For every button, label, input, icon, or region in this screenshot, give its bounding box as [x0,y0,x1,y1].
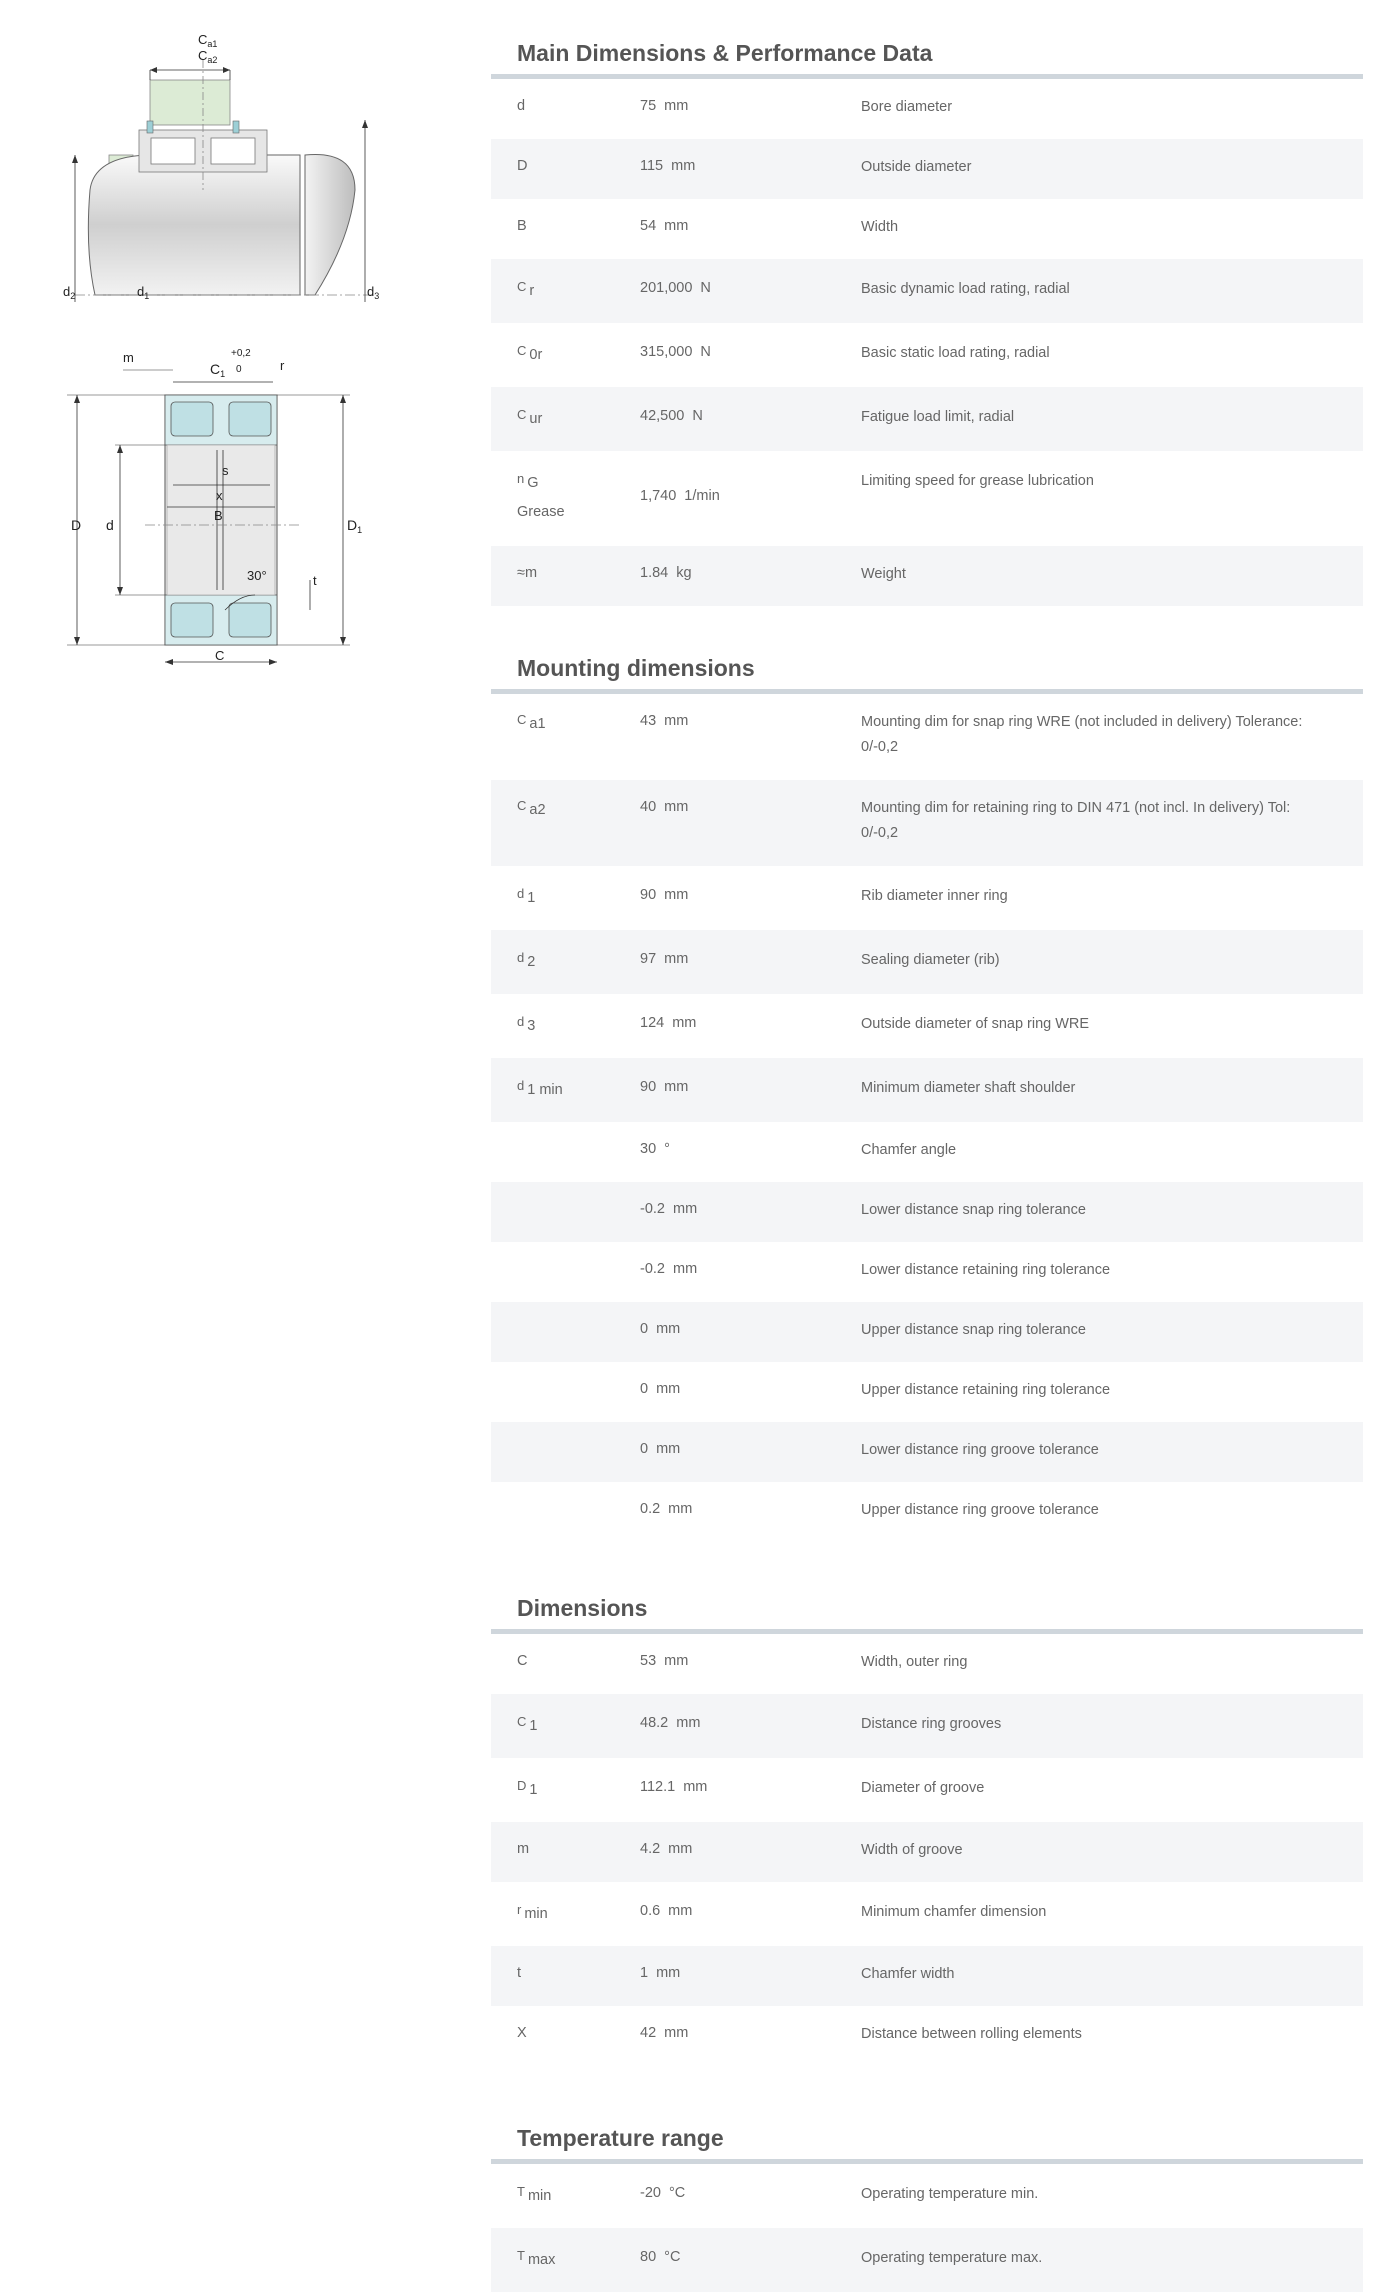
value-number: -20 [640,2185,661,2201]
spec-description: Lower distance ring groove tolerance [861,1442,1099,1458]
value-number: -0.2 [640,1201,665,1217]
symbol-subscript: 3 [527,1018,536,1034]
symbol-main: B [517,218,527,234]
value-unit: mm [656,1321,681,1337]
spec-value [640,1712,861,1735]
symbol-main: C [517,798,527,813]
section-title: Main Dimensions & Performance Data [517,40,933,66]
section-title: Dimensions [517,1595,648,1621]
spec-row [491,930,1363,994]
spec-symbol [491,95,640,118]
spec-row [491,2006,1363,2066]
spec-symbol [491,1076,640,1102]
label-s: s [222,463,229,478]
spec-row [491,1302,1363,1362]
spec-row [491,694,1363,780]
value-unit: mm [668,1903,693,1919]
symbol-subscript: r [529,283,535,299]
section-2 [491,1593,1363,2066]
spec-description: Basic static load rating, radial [861,345,1050,361]
symbol-subscript: 1 min [527,1082,563,1098]
symbol-subscript: G [527,475,539,491]
symbol-subscript: a1 [529,716,546,732]
symbol-subscript: a2 [529,802,546,818]
symbol-main: T [517,2184,525,2199]
value-unit: mm [673,1261,698,1277]
value-unit: N [692,408,703,424]
spec-symbol [491,948,640,974]
spec-description: Fatigue load limit, radial [861,409,1015,425]
label-c1-sub: 1 [220,369,226,379]
spec-row [491,1634,1363,1694]
spec-symbol [491,1900,640,1926]
value-unit: °C [668,2185,686,2201]
spec-value [640,796,861,819]
label-D1: D [347,517,358,533]
svg-text:Ca2: $C_{a2}$ [198,48,218,65]
symbol-subscript: 1 [527,890,536,906]
label-x: x [216,488,223,503]
symbol-main: C [517,712,527,727]
drawings-column [55,30,395,670]
spec-description: Operating temperature max. [861,2250,1043,2266]
d2-sub: 2 [70,291,76,301]
spec-value [640,948,861,971]
section-3 [491,2123,1363,2292]
symbol-subscript: 1 [529,1718,538,1734]
value-unit: mm [664,2025,689,2041]
spec-row [491,259,1363,323]
spec-symbol [491,2246,640,2272]
value-unit: mm [664,713,689,729]
value-number: 90 [640,887,657,903]
value-unit: N [700,344,711,360]
spec-symbol [491,2022,640,2045]
value-unit: mm [664,1079,689,1095]
spec-value [640,405,861,428]
spec-row [491,866,1363,930]
symbol-extra: Grease [517,504,565,521]
value-unit: mm [664,887,689,903]
symbol-main: C [517,343,527,358]
spec-symbol [491,1012,640,1038]
svg-text:d2: $d_2$ [63,284,76,301]
label-D: D [71,517,82,533]
symbol-subscript: max [527,2252,556,2268]
spec-description: Rib diameter inner ring [861,888,1008,904]
spec-description: Width [861,219,899,235]
spec-value [640,710,861,733]
spec-symbol [491,2182,640,2208]
label-B: B [214,508,223,523]
spec-description: Width of groove [861,1842,963,1858]
symbol-main: d [517,950,525,965]
label-tol-upper: +0,2 [231,348,251,359]
spec-row [491,323,1363,387]
symbol-main: d [517,886,525,901]
spec-value [640,2022,861,2045]
value-number: 48.2 [640,1715,669,1731]
spec-row [491,1822,1363,1882]
value-unit: mm [656,1965,681,1981]
spec-row [491,387,1363,451]
symbol-main: m [517,1841,530,1857]
symbol-main: d [517,1014,525,1029]
spec-description: Chamfer width [861,1966,955,1982]
spec-rows [491,2164,1363,2292]
spec-value [640,341,861,364]
value-number: 43 [640,713,657,729]
spec-description: Operating temperature min. [861,2186,1039,2202]
spec-symbol [491,796,640,822]
value-unit: mm [673,1201,698,1217]
value-number: 30 [640,1141,657,1157]
spec-row [491,1182,1363,1242]
ca2-sub: a2 [207,55,218,65]
spec-description: Width, outer ring [861,1654,968,1670]
symbol-main: C [517,1653,528,1669]
symbol-main: T [517,2248,525,2263]
label-r: r [280,358,285,373]
spec-description: Weight [861,566,906,582]
spec-value [640,1198,861,1221]
spec-value [640,2246,861,2269]
spec-symbol [491,1962,640,1985]
spec-description: Limiting speed for grease lubrication [861,473,1094,489]
value-unit: mm [664,951,689,967]
spec-description: Distance ring grooves [861,1716,1002,1732]
symbol-main: D [517,1778,527,1793]
value-number: 97 [640,951,657,967]
spec-description: Sealing diameter (rib) [861,952,1000,968]
spec-row [491,1758,1363,1822]
spec-symbol [491,884,640,910]
spec-rows [491,79,1363,606]
value-unit: mm [671,158,696,174]
value-number: 54 [640,218,657,234]
spec-value [640,1318,861,1341]
value-number: 90 [640,1079,657,1095]
spec-description: Upper distance retaining ring tolerance [861,1382,1111,1398]
value-unit: kg [676,565,692,581]
bearing-section-drawing [55,340,395,670]
value-unit: mm [656,1381,681,1397]
symbol-main: r [517,1902,522,1917]
spec-description: Minimum diameter shaft shoulder [861,1080,1076,1096]
value-number: 315,000 [640,344,693,360]
spec-rows [491,694,1363,1542]
label-m: m [123,350,134,365]
spec-row [491,1482,1363,1542]
mounting-drawing [55,30,395,310]
symbol-main: n [517,471,525,486]
spec-row [491,1946,1363,2006]
ca1-sub: a1 [207,39,218,49]
section-title: Temperature range [517,2125,724,2151]
value-number: 124 [640,1015,665,1031]
spec-description: Outside diameter [861,159,972,175]
spec-value [640,95,861,118]
spec-symbol [491,1650,640,1673]
spec-row [491,199,1363,259]
value-number: 0.2 [640,1501,661,1517]
symbol-main: D [517,158,528,174]
symbol-main: t [517,1965,522,1981]
spec-description: Diameter of groove [861,1780,985,1796]
label-tol-lower: 0 [236,364,242,375]
spec-row [491,139,1363,199]
value-number: 0.6 [640,1903,661,1919]
spec-value [640,562,861,585]
label-t: t [313,573,317,588]
value-number: 4.2 [640,1841,661,1857]
spec-row [491,1694,1363,1758]
spec-value [640,1258,861,1281]
value-number: 0 [640,1321,649,1337]
spec-row [491,1882,1363,1946]
spec-value [640,1138,861,1161]
value-number: 42,500 [640,408,685,424]
spec-symbol [491,469,640,524]
spec-description: Bore diameter [861,99,953,115]
spec-symbol [491,215,640,238]
svg-text:d3: $d_3$ [367,284,380,301]
svg-text:C1 [210,361,225,379]
spec-row [491,1362,1363,1422]
spec-symbol [491,1776,640,1802]
value-number: 42 [640,2025,657,2041]
symbol-subscript: 1 [529,1782,538,1798]
value-unit: mm [656,1441,681,1457]
symbol-subscript: 2 [527,954,536,970]
spec-description: Outside diameter of snap ring WRE [861,1016,1090,1032]
spec-row [491,1058,1363,1122]
value-unit: mm [683,1779,708,1795]
label-c1: C [210,361,221,377]
value-unit: N [700,280,711,296]
value-number: 75 [640,98,657,114]
value-number: 0 [640,1381,649,1397]
spec-symbol [491,341,640,367]
spec-description: Distance between rolling elements [861,2026,1082,2042]
spec-rows [491,1634,1363,2066]
spec-row [491,79,1363,139]
value-unit: mm [668,1501,693,1517]
spec-value [640,1650,861,1673]
spec-row [491,780,1363,866]
value-number: 1.84 [640,565,669,581]
spec-value [640,469,861,508]
spec-value [640,2182,861,2205]
spec-description: Minimum chamfer dimension [861,1904,1047,1920]
value-number: 112.1 [640,1779,676,1795]
spec-value [640,1378,861,1401]
value-number: 1 [640,1965,649,1981]
symbol-subscript: 0r [529,347,543,363]
spec-symbol [491,562,640,585]
svg-text:D1 [347,517,362,535]
value-unit: °C [664,2249,681,2265]
spec-description: Basic dynamic load rating, radial [861,281,1070,297]
spec-row [491,994,1363,1058]
value-number: 201,000 [640,280,693,296]
value-unit: mm [668,1841,693,1857]
spec-description: Lower distance snap ring tolerance [861,1202,1086,1218]
value-number: 53 [640,1653,657,1669]
spec-row [491,451,1363,546]
spec-row [491,1122,1363,1182]
spec-row [491,1422,1363,1482]
label-angle: 30° [247,568,267,583]
label-D1-sub: 1 [357,525,363,535]
d3-sub: 3 [374,291,380,301]
value-number: 0 [640,1441,649,1457]
value-number: 40 [640,799,657,815]
spec-value [640,215,861,238]
symbol-subscript: min [527,2188,552,2204]
spec-symbol [491,277,640,303]
spec-description: Upper distance ring groove tolerance [861,1502,1099,1518]
spec-symbol [491,710,640,736]
spec-value [640,1498,861,1521]
value-unit: mm [672,1015,697,1031]
spec-value [640,1776,861,1799]
spec-symbol [491,1712,640,1738]
value-unit: mm [664,98,689,114]
spec-description: Chamfer angle [861,1142,957,1158]
value-unit: mm [664,799,689,815]
symbol-subscript: ur [529,411,543,427]
spec-description: Mounting dim for retaining ring to DIN 471 (not incl. In delivery) Tol: 0/-0,2 [861,800,1291,842]
spec-symbol [491,155,640,178]
value-unit: 1/min [684,488,720,504]
spec-value [640,155,861,178]
symbol-main: C [517,1714,527,1729]
label-C: C [215,648,225,663]
spec-row [491,546,1363,606]
spec-symbol [491,405,640,431]
section-0 [491,38,1363,606]
svg-text:d1: $d_1$ [137,284,150,301]
label-d: d [106,517,114,533]
symbol-main: C [517,279,527,294]
spec-value [640,884,861,907]
section-1 [491,653,1363,1542]
value-number: 80 [640,2249,657,2265]
spec-row [491,2228,1363,2292]
spec-description: Upper distance snap ring tolerance [861,1322,1086,1338]
spec-row [491,2164,1363,2228]
value-number: -0.2 [640,1261,665,1277]
spec-description: Mounting dim for snap ring WRE (not included in delivery) Tolerance: 0/-0,2 [861,714,1303,756]
section-title: Mounting dimensions [517,655,755,681]
symbol-main: d [517,1078,525,1093]
spec-description: Lower distance retaining ring tolerance [861,1262,1111,1278]
spec-value [640,1438,861,1461]
spec-row [491,1242,1363,1302]
value-unit: mm [664,1653,689,1669]
spec-value [640,1900,861,1923]
spec-value [640,1838,861,1861]
value-unit: mm [676,1715,701,1731]
value-number: 1,740 [640,488,677,504]
symbol-main: ≈m [517,565,538,581]
symbol-main: C [517,407,527,422]
spec-value [640,1012,861,1035]
spec-value [640,277,861,300]
value-unit: mm [664,218,689,234]
symbol-main: d [517,98,526,114]
value-number: 115 [640,158,664,174]
symbol-main: X [517,2025,527,2041]
value-unit: ° [664,1141,670,1157]
d1-sub: 1 [144,291,150,301]
spec-value [640,1076,861,1099]
svg-text:Ca1: $C_{a1}$ [198,32,218,49]
spec-symbol [491,1838,640,1861]
symbol-subscript: min [524,1906,548,1922]
spec-value [640,1962,861,1985]
